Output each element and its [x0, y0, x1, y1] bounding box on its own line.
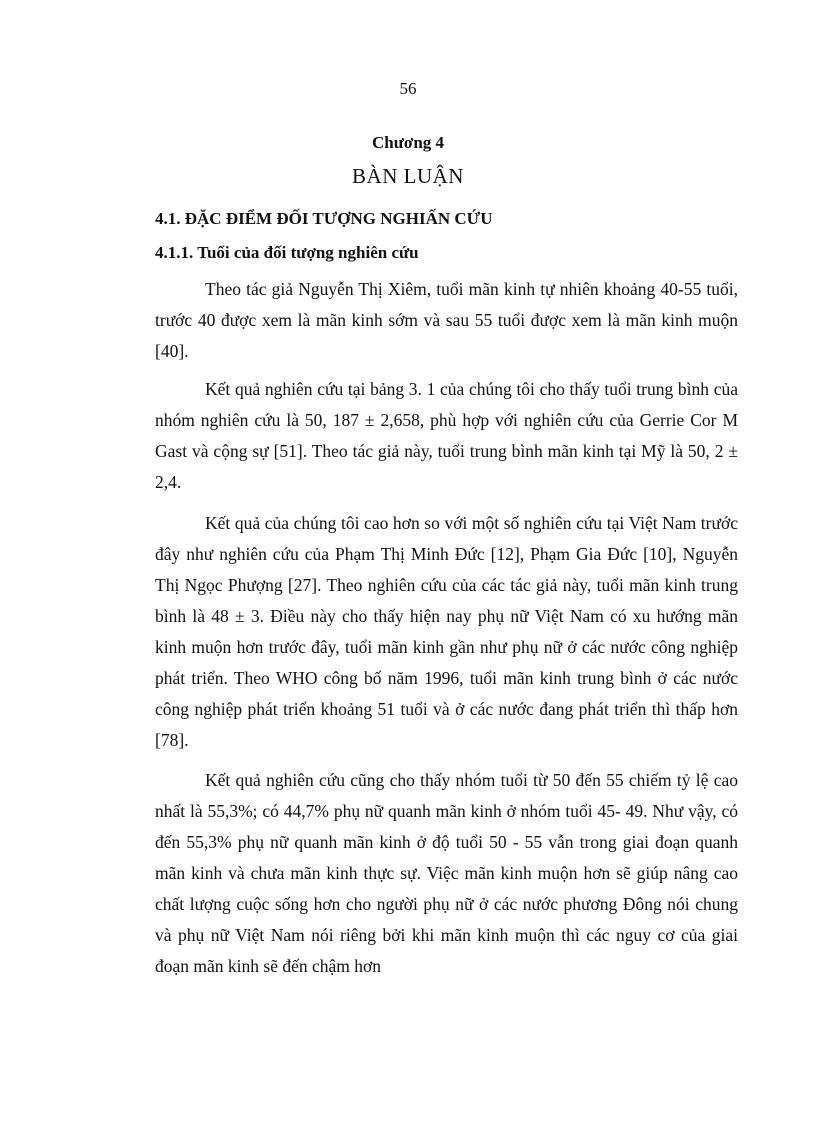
paragraph-1: Theo tác giả Nguyễn Thị Xiêm, tuổi mãn kinh tự nhiên khoảng 40-55 tuổi, trước 40 được xem là mãn kinh sớm và sau 55 tuổi được xem là mãn kinh muộn [40]. — [155, 279, 738, 361]
section-heading: 4.1. ĐẶC ĐIỂM ĐỐI TƯỢNG NGHIẤN CỨU — [155, 209, 493, 228]
page-number: 56 — [399, 79, 417, 98]
chapter-title: BÀN LUẬN — [352, 164, 464, 188]
paragraph-4: Kết quả nghiên cứu cũng cho thấy nhóm tuổi từ 50 đến 55 chiếm tỷ lệ cao nhất là 55,3%; có 44,7% phụ nữ quanh mãn kinh ở nhóm tuổi 45- 49. Như vậy, có đến 55,3% phụ nữ quanh mãn kinh ở độ tuổi 50 - 55 vẫn trong giai đoạn quanh mãn kinh và chưa mãn kinh thực sự. Việc mãn kinh muộn hơn sẽ giúp nâng cao chất lượng cuộc sống hơn cho người phụ nữ ở các nước phương Đông nói chung và phụ nữ Việt Nam nói riêng bởi khi mãn kinh muộn thì các nguy cơ của giai đoạn mãn kinh sẽ đến chậm hơn — [155, 770, 738, 976]
subsection-heading: 4.1.1. Tuổi của đối tượng nghiên cứu — [155, 243, 419, 262]
chapter-label: Chương 4 — [371, 133, 445, 152]
paragraph-2: Kết quả nghiên cứu tại bảng 3. 1 của chúng tôi cho thấy tuổi trung bình của nhóm nghiên cứu là 50, 187 ± 2,658, phù hợp với nghiên cứu của Gerrie Cor M Gast và cộng sự [51]. Theo tác giả này, tuổi trung bình mãn kinh tại Mỹ là 50, 2 ± 2,4. — [155, 379, 738, 492]
paragraph-3: Kết quả của chúng tôi cao hơn so với một số nghiên cứu tại Việt Nam trước đây như nghiên cứu của Phạm Thị Minh Đức [12], Phạm Gia Đức [10], Nguyễn Thị Ngọc Phượng [27]. Theo nghiên cứu của các tác giả này, tuổi mãn kinh trung bình là 48 ± 3. Điều này cho thấy hiện nay phụ nữ Việt Nam có xu hướng mãn kinh muộn hơn trước đây, tuổi mãn kinh gần như phụ nữ ở các nước công nghiệp phát triển. Theo WHO công bố năm 1996, tuổi mãn kinh trung bình ở các nước công nghiệp phát triển khoảng 51 tuổi và ở các nước đang phát triển thì thấp hơn [78]. — [155, 513, 738, 750]
